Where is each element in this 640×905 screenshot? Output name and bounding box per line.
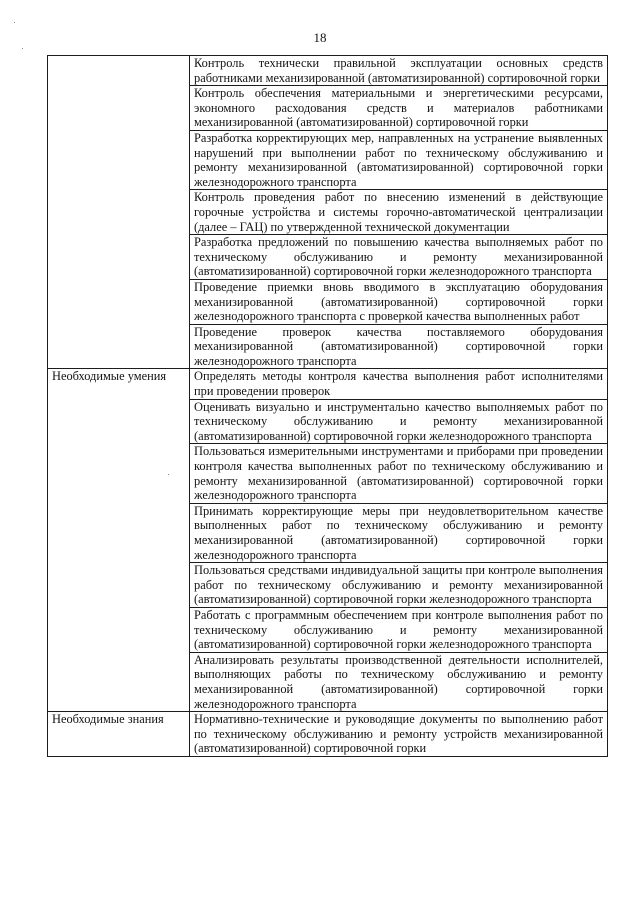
- knowledge-label: Необходимые знания: [48, 712, 190, 757]
- scan-speck: [168, 474, 169, 475]
- row-text: Работать с программным обеспечением при контроле выполнения работ по техническому обслуживанию и ремонту механизированной (автоматизированной) сортировочной горки железнодорожного транспорта: [190, 607, 608, 652]
- row-text: Нормативно-технические и руководящие документы по выполнению работ по техническому обслуживанию и ремонту устройств механизированной (автоматизированной) сортировочной горки: [190, 712, 608, 757]
- row-text: Проведение проверок качества поставляемого оборудования механизированной (автоматизированной) сортировочной горки железнодорожного транспорта: [190, 324, 608, 369]
- row-text: Контроль технически правильной эксплуатации основных средств работниками механизированной (автоматизированной) сортировочной горки: [190, 56, 608, 86]
- page-number: 18: [313, 30, 327, 45]
- table-row: [48, 369, 608, 399]
- row-text: Принимать корректирующие меры при неудовлетворительном качестве выполненных работ по техническому обслуживанию и ремонту механизированной (автоматизированной) сортировочной горки железнодорожного транспорта: [190, 503, 608, 562]
- row-text: Оценивать визуально и инструментально качество выполняемых работ по техническому обслуживанию и ремонту механизированной (автоматизированной) сортировочной горки железнодорожного транспорта: [190, 399, 608, 444]
- table-row: [48, 56, 608, 86]
- row-text: Анализировать результаты производственной деятельности исполнителей, выполняющих работы по техническому обслуживанию и ремонту механизированной (автоматизированной) сортировочной горки железнодорожного транспорта: [190, 652, 608, 711]
- row-text: Пользоваться измерительными инструментами и приборами при проведении контроля качества выполненных работ по техническому обслуживанию и ремонту механизированной (автоматизированной) сортировочной горки железнодорожного транспорта: [190, 444, 608, 503]
- skills-label: Необходимые умения: [48, 369, 190, 712]
- row-text: Контроль проведения работ по внесению изменений в действующие горочные устройства и системы горочно-автоматической централизации (далее – ГАЦ) по утвержденной технической документации: [190, 190, 608, 235]
- table-row: [48, 712, 608, 757]
- row-label: [48, 56, 190, 369]
- row-text: Проведение приемки вновь вводимого в эксплуатацию оборудования механизированной (автоматизированной) сортировочной горки железнодорожного транспорта с проверкой качества выполненных работ: [190, 279, 608, 324]
- row-text: Разработка корректирующих мер, направленных на устранение выявленных нарушений при выполнении работ по техническому обслуживанию и ремонту механизированной (автоматизированной) сортировочной горки железнодорожного транспорта: [190, 130, 608, 189]
- row-text: Контроль обеспечения материальными и энергетическими ресурсами, экономного расходования средств и материалов работниками механизированной (автоматизированной) сортировочной горки: [190, 86, 608, 131]
- scan-speck: [22, 48, 23, 49]
- requirements-table: [47, 55, 608, 757]
- scan-speck: [14, 22, 15, 23]
- row-text: Определять методы контроля качества выполнения работ исполнителями при проведении проверок: [190, 369, 608, 399]
- row-text: Разработка предложений по повышению качества выполняемых работ по техническому обслуживанию и ремонту механизированной (автоматизированной) сортировочной горки железнодорожного транспорта: [190, 235, 608, 280]
- row-text: Пользоваться средствами индивидуальной защиты при контроле выполнения работ по техническому обслуживанию и ремонту механизированной (автоматизированной) сортировочной горки железнодорожного транспорта: [190, 563, 608, 608]
